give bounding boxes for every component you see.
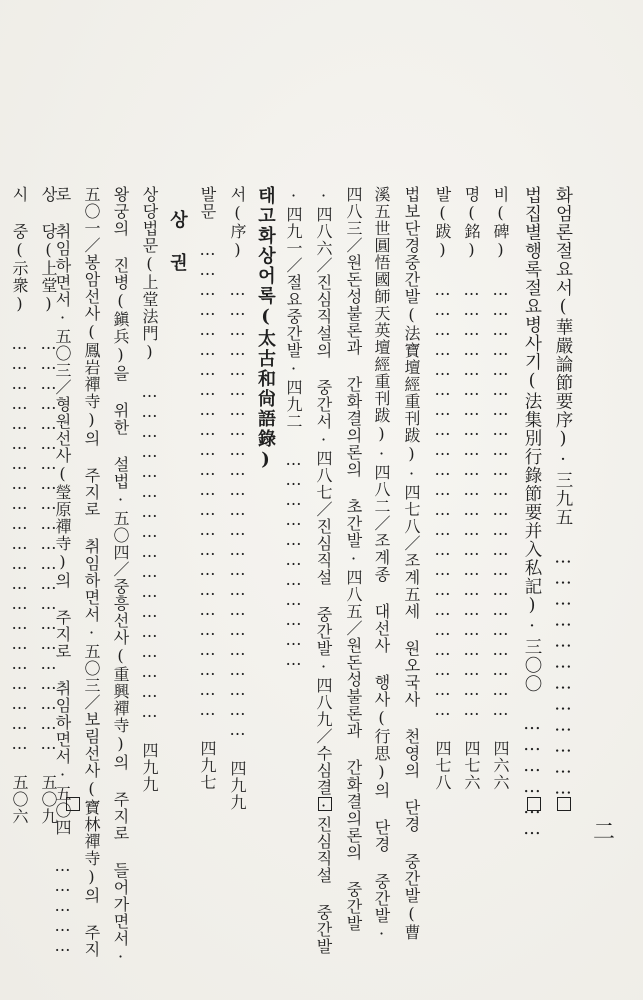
entry-hwaeom: 화엄론절요서(華嚴論節要序)·三九五 ……………………………… — [553, 186, 573, 800]
entry-bal-line-1: 법보단경중간발(法寶壇經重刊跋)·四七八／조계五세 원오국사 천영의 단경 중간발(曹 — [402, 186, 421, 941]
entry-seo: 서(序) …………………………………………………………… 四九九 — [228, 186, 247, 811]
entry-sangdang-line-2: 五〇一／봉암선사(鳳岩禪寺)의 주지로 취임하면서·五〇三／보림선사(寶林禪寺)의 주지 — [82, 186, 101, 958]
entry-bal-line-4: ·四八六／진심직설의 중간서·四八七／진심직설 중간발·四八九／수심결·진심직설 중간발 — [314, 186, 333, 955]
entry-sangdang-line-3: 로 취임하면서·五〇三／형원선사(瑩原禪寺)의 주지로 취임하면서·五〇四 …………… — [53, 186, 72, 956]
entry-balmun: 발문 ……………………………………………………………… 四九七 — [198, 186, 217, 791]
entry-bal-line-3: 四八三／원돈성불론과 간화결의론의 초간발·四八五／원돈성불론과 간화결의론의 중간발 — [344, 186, 363, 932]
box-marker — [66, 797, 80, 811]
entry-beopjip: 법집별행록절요병사기(法集別行錄節要并入私記)·三〇〇 ……………… — [522, 186, 542, 840]
section-title-taego: 태고화상어록(太古和尙語錄) — [255, 186, 276, 472]
box-marker — [527, 797, 541, 811]
entry-bal-line-2: 溪五世圓悟國師天英壇經重刊跋)·四八二／조계종 대선사 행사(行思)의 단경 중간발· — [372, 186, 391, 944]
entry-sangdang: 상당법문(上堂法門) …………………………………………… 四九九 — [140, 186, 159, 793]
entry-myeong: 명(銘) ………………………………………………………… 四七六 — [462, 186, 481, 791]
box-marker — [318, 797, 332, 811]
box-marker — [557, 797, 571, 811]
entry-sijung: 시 중(示衆) ……………………………………………………… 五〇六 — [10, 186, 29, 825]
page-number: 二 — [593, 820, 614, 845]
subsection-sanggwon: 상 권 — [167, 210, 188, 273]
entry-bi: 비(碑) ………………………………………………………… 四六六 — [491, 186, 510, 791]
entry-sangdang-upper: 상 당(上堂) ……………………………………………………… 五〇九 — [39, 186, 58, 825]
entry-sangdang-line-1: 왕궁의 진병(鎭兵)을 위한 설법·五〇四／중흥선사(重興禪寺)의 주지로 들어가면서· — [111, 186, 130, 967]
entry-bal-line-5: ·四九一／절요중간발·四九二 …………………………… — [284, 186, 303, 670]
entry-bal: 발(跋) ………………………………………………………… 四七八 — [433, 186, 452, 791]
